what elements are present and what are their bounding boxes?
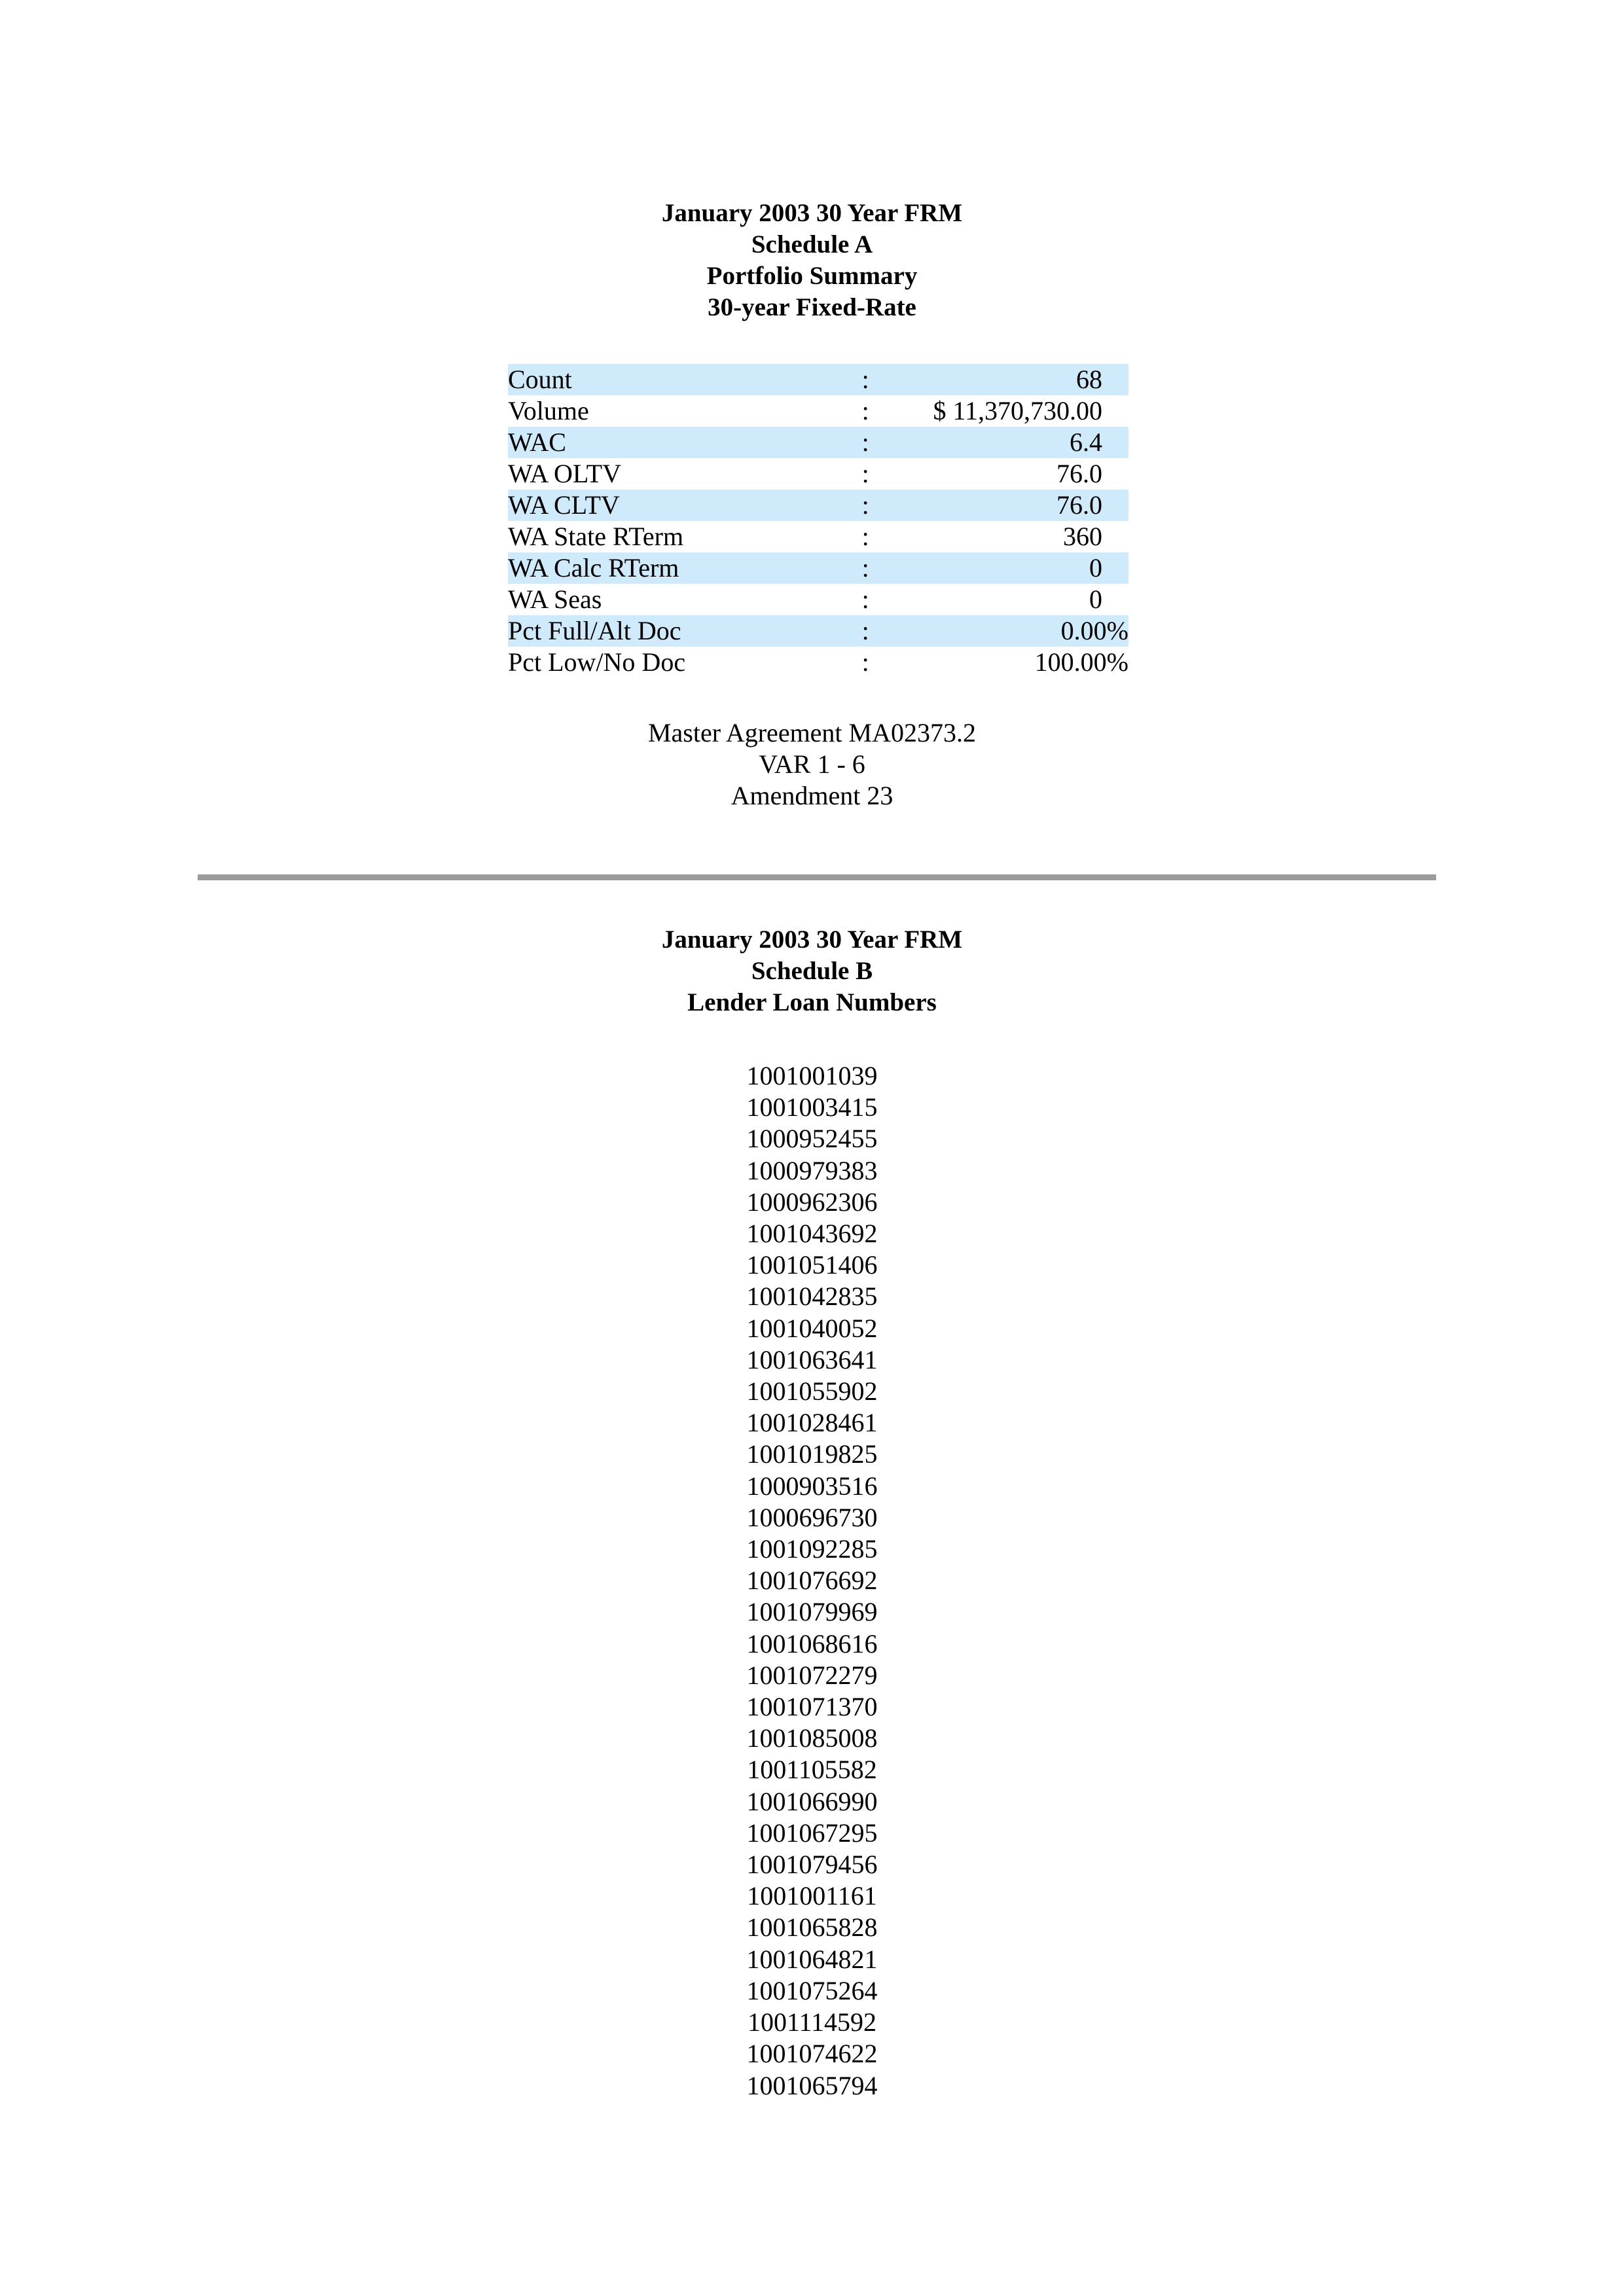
summary-row-volume xyxy=(508,395,1128,427)
loan-number-item: 1000696730 xyxy=(746,1502,878,1532)
loan-number-item: 1000979383 xyxy=(746,1155,878,1185)
schedule-b-heading xyxy=(0,924,1624,1018)
portfolio-summary-table xyxy=(508,364,1128,678)
loan-number-item: 1001051406 xyxy=(746,1250,878,1280)
summary-label: WA Calc RTerm xyxy=(508,552,862,584)
loan-number-item: 1001001161 xyxy=(747,1881,877,1911)
schedule-a-subtitle: Schedule A xyxy=(751,230,873,259)
summary-value: 6.4 xyxy=(886,427,1128,458)
loan-number-item: 1001001039 xyxy=(746,1061,878,1090)
loan-number-item: 1001114592 xyxy=(747,2007,877,2037)
loan-number-item: 1001043692 xyxy=(746,1219,878,1249)
loan-number-item: 1001075264 xyxy=(746,1975,878,2005)
summary-value: 76.0 xyxy=(886,490,1128,521)
summary-separator: : xyxy=(862,615,886,647)
loan-number-item: 1001105582 xyxy=(747,1755,877,1785)
summary-label: WA Seas xyxy=(508,584,602,614)
schedule-a-title: January 2003 30 Year FRM xyxy=(661,199,963,227)
loan-number-item: 1001064821 xyxy=(746,1944,878,1974)
summary-row-count xyxy=(508,364,1128,395)
loan-number-item: 1001065828 xyxy=(746,1912,878,1943)
summary-label: Pct Full/Alt Doc xyxy=(508,615,862,647)
loan-number-list xyxy=(0,1060,1624,2102)
summary-value: 0 xyxy=(1089,584,1102,614)
loan-number-item: 1001092285 xyxy=(746,1534,878,1564)
loan-number-item: 1001065794 xyxy=(746,2070,878,2100)
agreement-info xyxy=(0,717,1624,812)
master-agreement-line: Master Agreement MA02373.2 xyxy=(647,718,976,747)
summary-value: 0.00% xyxy=(886,615,1128,647)
summary-separator: : xyxy=(862,427,886,458)
summary-row-wa-oltv xyxy=(508,458,1128,490)
summary-value: 68 xyxy=(886,364,1128,395)
summary-separator: : xyxy=(861,647,869,677)
summary-value: 76.0 xyxy=(1056,459,1102,488)
summary-row-wa-calc-rterm xyxy=(508,552,1128,584)
summary-row-wa-state-rterm xyxy=(508,521,1128,552)
loan-number-item: 1001003415 xyxy=(746,1092,878,1122)
schedule-a-section-name: Portfolio Summary xyxy=(706,262,918,290)
var-line: VAR 1 - 6 xyxy=(759,749,865,779)
amendment-line: Amendment 23 xyxy=(731,781,893,810)
summary-value: $ 11,370,730.00 xyxy=(933,396,1102,425)
summary-separator: : xyxy=(861,396,869,425)
loan-number-item: 1000903516 xyxy=(746,1471,878,1501)
schedule-b-title: January 2003 30 Year FRM xyxy=(661,925,963,954)
schedule-a-heading xyxy=(0,198,1624,323)
loan-number-item: 1000962306 xyxy=(746,1187,878,1217)
schedule-a-product: 30-year Fixed-Rate xyxy=(708,293,916,321)
loan-number-item: 1000952455 xyxy=(746,1124,878,1154)
schedule-b-subtitle: Schedule B xyxy=(751,957,873,985)
summary-label: WA State RTerm xyxy=(508,522,684,551)
loan-number-item: 1001076692 xyxy=(746,1566,878,1596)
summary-row-wa-cltv xyxy=(508,490,1128,521)
loan-number-item: 1001066990 xyxy=(746,1786,878,1816)
summary-row-pct-full-alt-doc xyxy=(508,615,1128,647)
loan-number-item: 1001074622 xyxy=(746,2039,878,2069)
summary-label: WA CLTV xyxy=(508,490,862,521)
loan-number-item: 1001071370 xyxy=(746,1692,878,1722)
section-divider xyxy=(198,874,1436,880)
summary-label: Count xyxy=(508,364,862,395)
summary-row-pct-low-no-doc xyxy=(508,647,1128,678)
schedule-b-section-name: Lender Loan Numbers xyxy=(687,988,937,1016)
loan-number-item: 1001063641 xyxy=(746,1344,878,1374)
summary-value: 360 xyxy=(1063,522,1102,551)
summary-value: 100.00% xyxy=(1034,647,1128,677)
summary-label: Pct Low/No Doc xyxy=(508,647,686,677)
summary-label: Volume xyxy=(508,396,589,425)
summary-separator: : xyxy=(861,584,869,614)
loan-number-item: 1001028461 xyxy=(746,1408,878,1438)
summary-separator: : xyxy=(862,364,886,395)
summary-separator: : xyxy=(861,522,869,551)
loan-number-item: 1001055902 xyxy=(746,1376,878,1407)
loan-number-item: 1001019825 xyxy=(746,1439,878,1469)
summary-separator: : xyxy=(862,552,886,584)
summary-value: 0 xyxy=(886,552,1128,584)
summary-row-wac xyxy=(508,427,1128,458)
loan-number-item: 1001040052 xyxy=(746,1313,878,1343)
summary-row-wa-seas xyxy=(508,584,1128,615)
loan-number-item: 1001072279 xyxy=(746,1660,878,1690)
summary-separator: : xyxy=(861,459,869,488)
loan-number-item: 1001079969 xyxy=(746,1597,878,1627)
loan-number-item: 1001085008 xyxy=(746,1723,878,1753)
loan-number-item: 1001068616 xyxy=(746,1628,878,1659)
summary-label: WA OLTV xyxy=(508,459,621,488)
summary-separator: : xyxy=(862,490,886,521)
loan-number-item: 1001079456 xyxy=(746,1850,878,1880)
loan-number-item: 1001067295 xyxy=(746,1818,878,1848)
summary-label: WAC xyxy=(508,427,862,458)
loan-number-item: 1001042835 xyxy=(746,1282,878,1312)
